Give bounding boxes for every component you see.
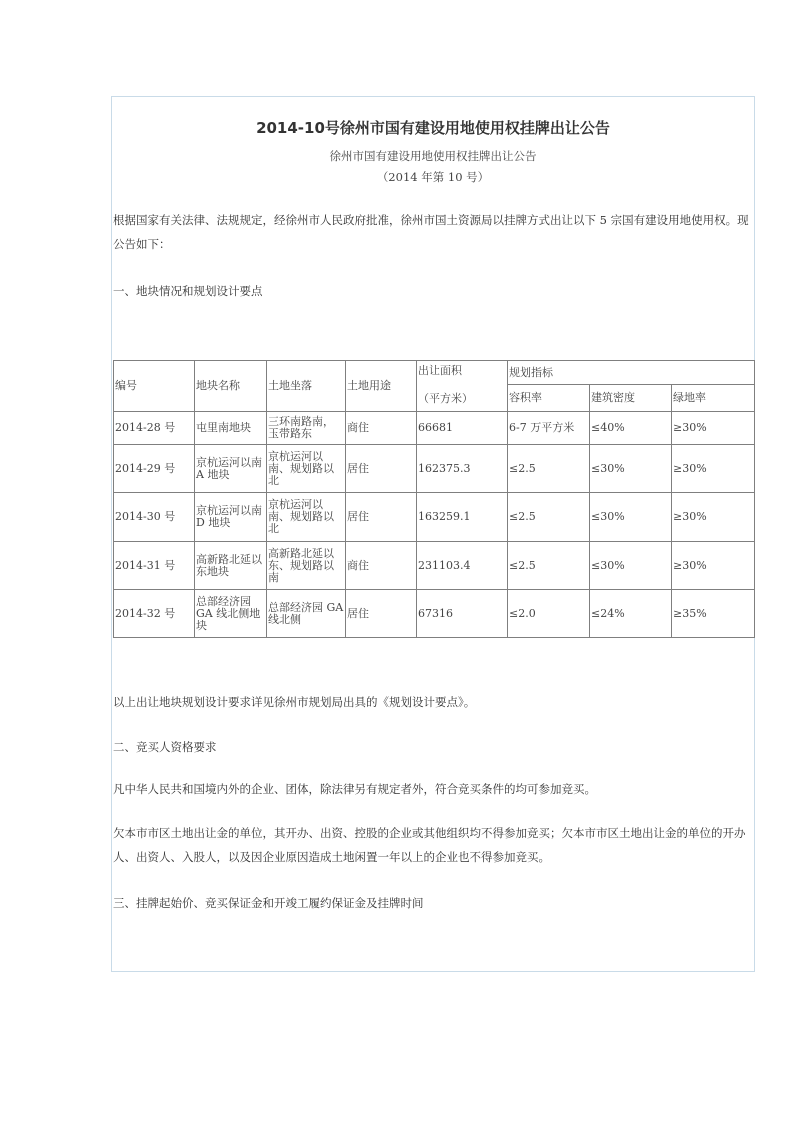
cell-green: ≥30% (672, 493, 755, 542)
cell-name: 京杭运河以南 D 地块 (195, 493, 267, 542)
table-row (114, 493, 755, 542)
cell-location: 京杭运河以南、规划路以北 (267, 445, 346, 493)
cell-far: 6-7 万平方米 (508, 412, 590, 445)
cell-density: ≤24% (590, 590, 672, 638)
cell-area: 66681 (417, 412, 508, 445)
cell-green: ≥30% (672, 542, 755, 590)
cell-location: 总部经济园 GA 线北侧 (267, 590, 346, 638)
header-id: 编号 (114, 361, 195, 412)
table-row (114, 590, 755, 638)
cell-name: 屯里南地块 (195, 412, 267, 445)
cell-density: ≤40% (590, 412, 672, 445)
cell-far: ≤2.0 (508, 590, 590, 638)
eligibility-paragraph: 凡中华人民共和国境内外的企业、团体，除法律另有规定者外，符合竞买条件的均可参加竞买。 (113, 782, 596, 796)
cell-use: 居住 (346, 493, 417, 542)
page-title: 2014-10号徐州市国有建设用地使用权挂牌出让公告 (256, 119, 610, 137)
cell-green: ≥35% (672, 590, 755, 638)
cell-name: 京杭运河以南 A 地块 (195, 445, 267, 493)
cell-use: 居住 (346, 445, 417, 493)
cell-use: 商住 (346, 412, 417, 445)
cell-id: 2014-29 号 (114, 445, 195, 493)
planning-note: 以上出让地块规划设计要求详见徐州市规划局出具的《规划设计要点》。 (113, 695, 476, 709)
cell-density: ≤30% (590, 445, 672, 493)
cell-far: ≤2.5 (508, 445, 590, 493)
header-green: 绿地率 (672, 385, 755, 412)
land-table (113, 360, 755, 638)
header-use: 土地用途 (346, 361, 417, 412)
section-heading-2: 二、竞买人资格要求 (113, 740, 217, 754)
header-location: 土地坐落 (267, 361, 346, 412)
header-planning: 规划指标 (508, 361, 755, 385)
cell-density: ≤30% (590, 493, 672, 542)
cell-name: 高新路北延以东地块 (195, 542, 267, 590)
cell-location: 高新路北延以东、规划路以南 (267, 542, 346, 590)
cell-location: 三环南路南，玉带路东 (267, 412, 346, 445)
cell-id: 2014-32 号 (114, 590, 195, 638)
cell-id: 2014-31 号 (114, 542, 195, 590)
cell-green: ≥30% (672, 412, 755, 445)
cell-location: 京杭运河以南、规划路以北 (267, 493, 346, 542)
header-density: 建筑密度 (590, 385, 672, 412)
cell-use: 商住 (346, 542, 417, 590)
header-far: 容积率 (508, 385, 590, 412)
header-area (417, 361, 508, 412)
cell-density: ≤30% (590, 542, 672, 590)
header-area-label: 出让面积 (418, 364, 462, 377)
cell-area: 162375.3 (417, 445, 508, 493)
cell-area: 231103.4 (417, 542, 508, 590)
cell-id: 2014-28 号 (114, 412, 195, 445)
cell-use: 居住 (346, 590, 417, 638)
table-row (114, 542, 755, 590)
header-name: 地块名称 (195, 361, 267, 412)
issue-number: （2014 年第 10 号） (376, 170, 490, 184)
cell-green: ≥30% (672, 445, 755, 493)
cell-area: 67316 (417, 590, 508, 638)
cell-far: ≤2.5 (508, 493, 590, 542)
section-heading-3: 三、挂牌起始价、竞买保证金和开竣工履约保证金及挂牌时间 (113, 896, 424, 910)
cell-area: 163259.1 (417, 493, 508, 542)
intro-paragraph: 根据国家有关法律、法规规定，经徐州市人民政府批准，徐州市国土资源局以挂牌方式出让以下 5 宗国有建设用地使用权。现公告如下： (113, 213, 749, 251)
table-row (114, 412, 755, 445)
table-row (114, 445, 755, 493)
header-area-unit: （平方米） (418, 392, 473, 405)
cell-id: 2014-30 号 (114, 493, 195, 542)
section-heading-1: 一、地块情况和规划设计要点 (113, 284, 263, 298)
subtitle: 徐州市国有建设用地使用权挂牌出让公告 (329, 149, 537, 163)
exclusion-paragraph: 欠本市市区土地出让金的单位，其开办、出资、控股的企业或其他组织均不得参加竞买；欠本市市区土地出让金的单位的开办人、出资人、入股人，以及因企业原因造成土地闲置一年以上的企业也不得参加竞买。 (113, 826, 746, 864)
cell-far: ≤2.5 (508, 542, 590, 590)
cell-name: 总部经济园 GA 线北侧地块 (195, 590, 267, 638)
